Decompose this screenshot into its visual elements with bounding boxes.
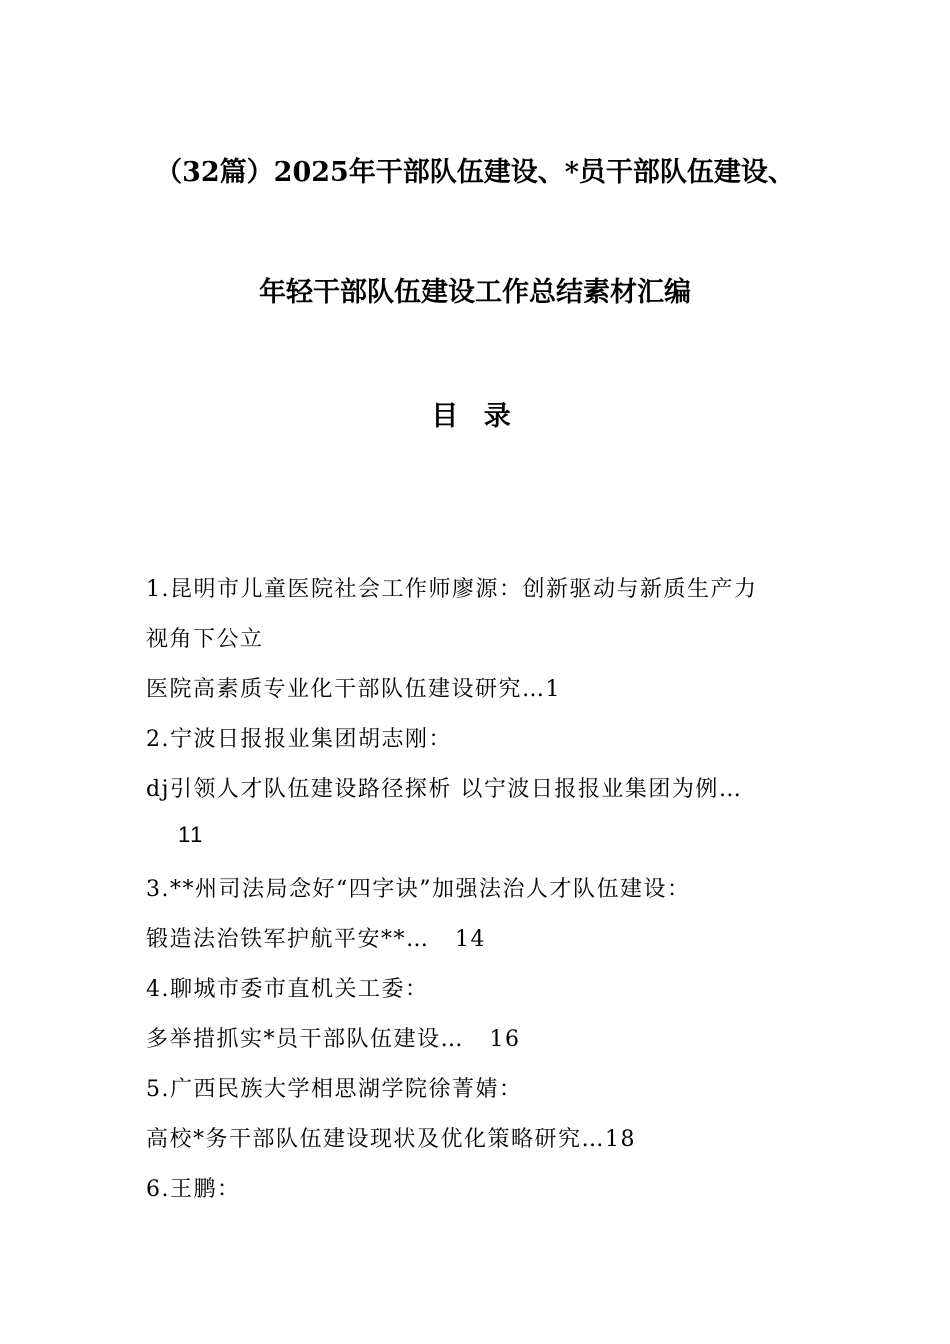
toc-entry-5-line-2: 高校*务干部队伍建设现状及优化策略研究…18 (146, 1127, 636, 1152)
toc-entry-3-line-2: 锻造法治铁军护航平安**… 14 (146, 927, 486, 952)
toc-entry-1-line-3: 医院高素质专业化干部队伍建设研究…1 (146, 677, 561, 702)
toc-entry-4-line-2: 多举措抓实*员干部队伍建设… 16 (146, 1027, 521, 1052)
toc-entry-4-line-1: 4.聊城市委市直机关工委： (146, 977, 429, 1002)
toc-entry-2-line-2: dj引领人才队伍建设路径探析 以宁波日报报业集团为例… (146, 777, 743, 802)
toc-entry-2-page-number: 11 (178, 822, 204, 847)
toc-entry-3-line-1: 3.**州司法局念好“四字诀”加强法治人才队伍建设： (146, 877, 691, 902)
toc-entry-1-line-2: 视角下公立 (146, 627, 264, 652)
document-title-line-2: 年轻干部队伍建设工作总结素材汇编 (259, 277, 691, 308)
toc-heading: 目 录 (431, 401, 519, 432)
document-title-line-1: （32篇）2025年干部队伍建设、*员干部队伍建设、 (155, 157, 795, 188)
toc-entry-5-line-1: 5.广西民族大学相思湖学院徐菁婧： (146, 1077, 523, 1102)
toc-entry-2-line-1: 2.宁波日报报业集团胡志刚： (146, 727, 452, 752)
toc-entry-1-line-1: 1.昆明市儿童医院社会工作师廖源：创新驱动与新质生产力 (146, 577, 758, 602)
toc-entry-6-line-1: 6.王鹏： (146, 1177, 241, 1202)
